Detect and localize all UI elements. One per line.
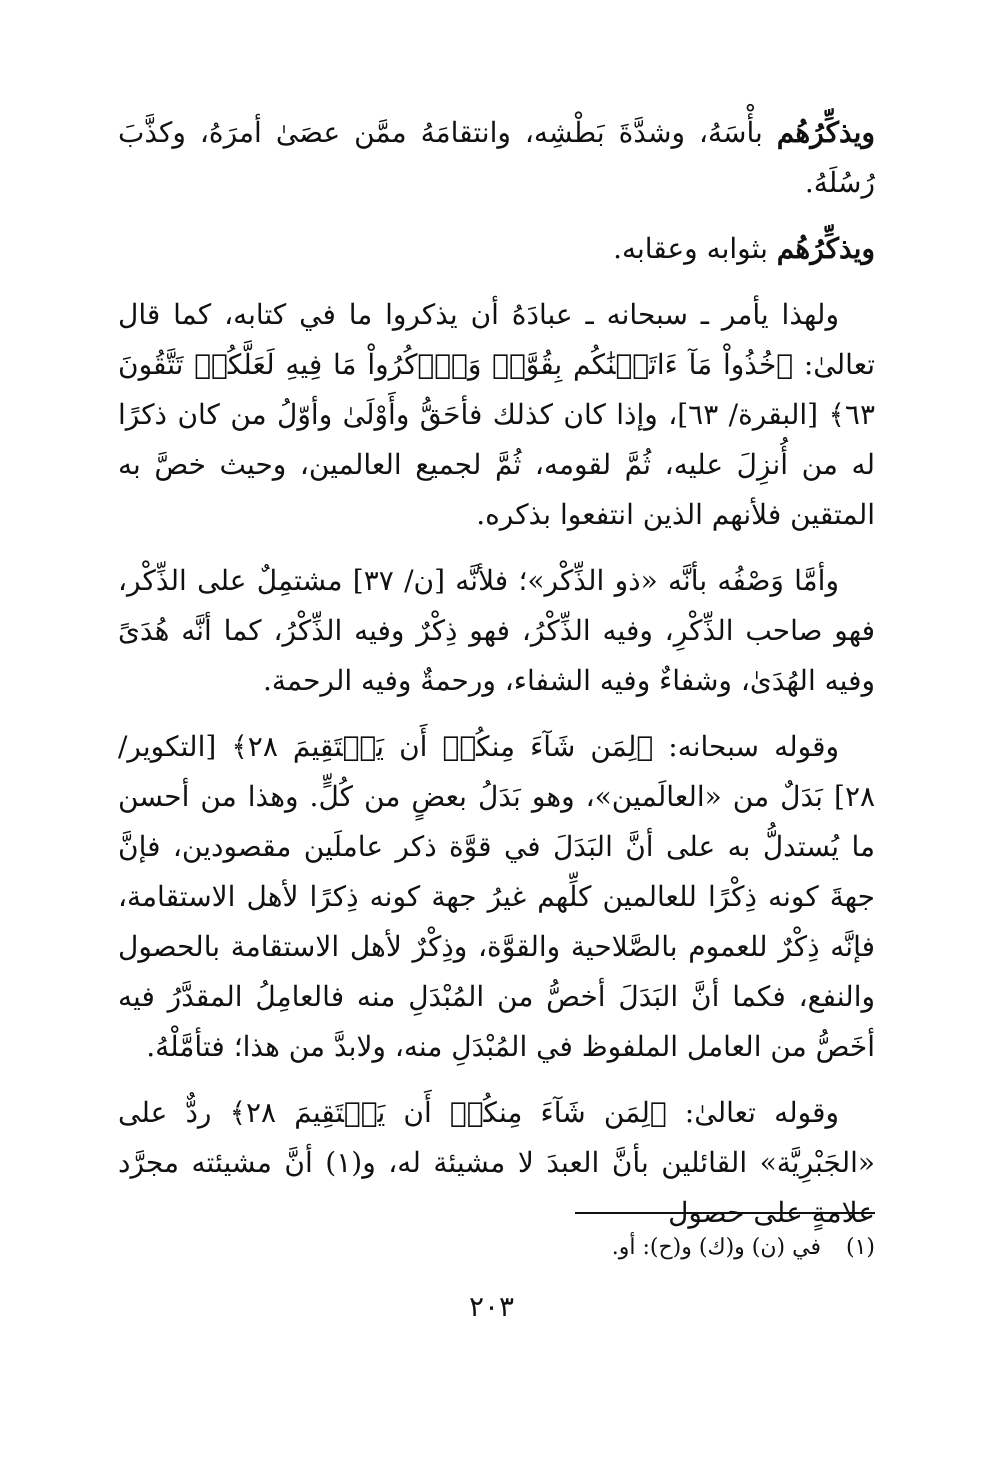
- footnote-number: (١): [845, 1235, 875, 1260]
- paragraph-4: [118, 556, 875, 706]
- paragraph-5-text: وقوله سبحانه: ﴿لِمَن شَآءَ مِنكُمۡ أَن يَسۡتَقِيمَ ٢٨﴾ [التكوير/ ٢٨] بَدَلٌ من «العالَمين»، وهو بَدَلُ بعضٍ من كُلٍّ. وهذا من أحسن ما يُستدلُّ به على أنَّ البَدَلَ في قوَّة ذكر عاملَين مقصودين، فإنَّ جهةَ كونه ذِكْرًا للعالمين كلِّهم غيرُ جهة كونه ذِكرًا لأهل الاستقامة، فإنَّه ذِكْرٌ للعموم بالصَّلاحية والقوَّة، وذِكْرٌ لأهل الاستقامة بالحصول والنفع، فكما أنَّ البَدَلَ أخصُّ من المُبْدَلِ منه فالعامِلُ المقدَّرُ فيه أخَصُّ من العامل الملفوظ في المُبْدَلِ منه، ولابدَّ من هذا؛ فتأمَّلْهُ.: [118, 730, 876, 1063]
- page-body: [118, 108, 875, 1254]
- footnote-divider: [575, 1212, 875, 1214]
- paragraph-6-text: وقوله تعالىٰ: ﴿لِمَن شَآءَ مِنكُمۡ أَن يَسۡتَقِيمَ ٢٨﴾ ردٌّ على «الجَبْرِيَّة» القائلين بأنَّ العبدَ لا مشيئة له، و(١) أنَّ مشيئته مجرَّد علامةٍ على حصول: [118, 1096, 876, 1229]
- paragraph-3: [118, 290, 875, 540]
- paragraph-6: [118, 1088, 875, 1238]
- paragraph-3-text: ولهذا يأمر ـ سبحانه ـ عبادَهُ أن يذكروا ما في كتابه، كما قال تعالىٰ: ﴿خُذُواْ مَآ ءَاتَيۡنَٰكُم بِقُوَّةٖ وَٱذۡكُرُواْ مَا فِيهِ لَعَلَّكُمۡ تَتَّقُونَ ٦٣﴾ [البقرة/ ٦٣]، وإذا كان كذلك فأحَقُّ وأَوْلَىٰ وأوّلُ من كان ذكرًا له من أُنزِلَ عليه، ثُمَّ لقومه، ثُمَّ لجميع العالمين، وحيث خصَّ به المتقين فلأنهم الذين انتفعوا بذكره.: [118, 298, 875, 531]
- paragraph-2-lead: ويذكِّرُهُم: [776, 232, 875, 265]
- paragraph-1: [118, 108, 875, 208]
- footnote-text: في (ن) و(ك) و(ح): أو.: [611, 1235, 821, 1260]
- paragraph-2: [118, 224, 875, 274]
- footnote: [118, 1228, 875, 1268]
- paragraph-4-text: وأمَّا وَصْفُه بأنَّه «ذو الذِّكْر»؛ فلأنَّه [ن/ ٣٧] مشتمِلٌ على الذِّكْر، فهو صاحب الذِّكْرِ، وفيه الذِّكْرُ، فهو ذِكْرٌ وفيه الذِّكْرُ، كما أنَّه هُدَىً وفيه الهُدَىٰ، وشفاءٌ وفيه الشفاء، ورحمةٌ وفيه الرحمة.: [118, 564, 875, 697]
- paragraph-1-lead: ويذكِّرُهُم: [776, 116, 875, 149]
- paragraph-5: [118, 722, 875, 1072]
- page-number: ٢٠٣: [468, 1290, 515, 1323]
- paragraph-1-text: بأْسَهُ، وشدَّةَ بَطْشِه، وانتقامَهُ ممَّن عصَىٰ أمرَهُ، وكذَّبَ رُسُلَهُ.: [118, 116, 875, 199]
- paragraph-2-text: بثوابه وعقابه.: [613, 232, 777, 265]
